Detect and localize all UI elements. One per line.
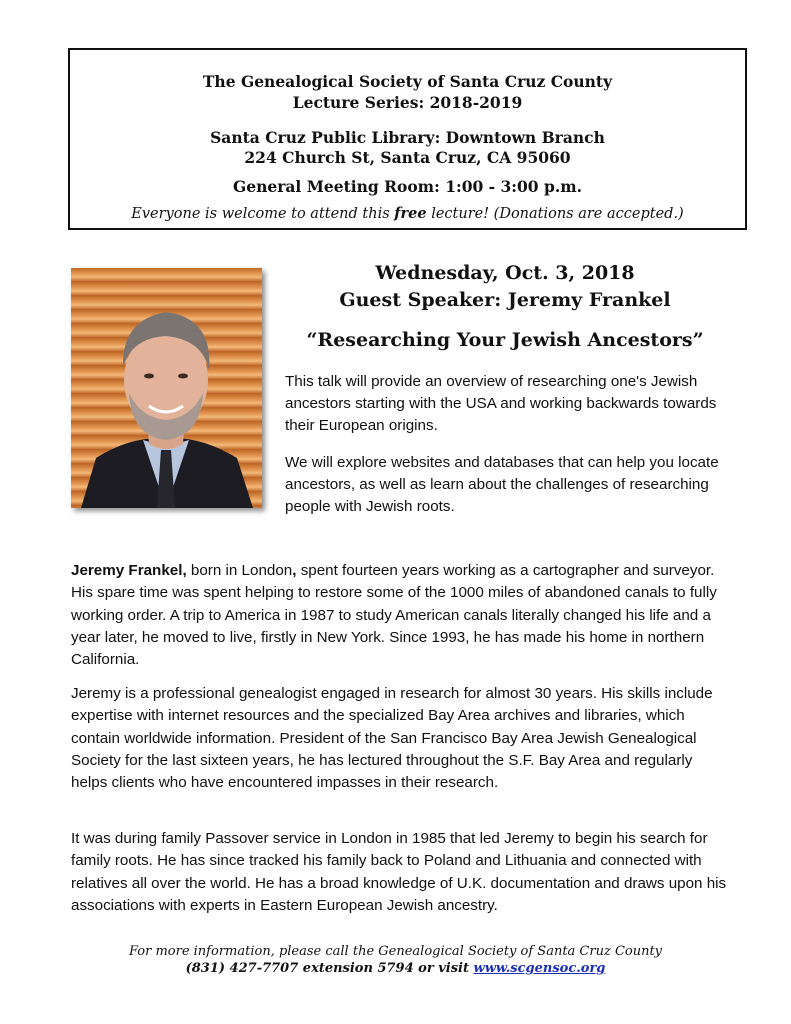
abstract-paragraph-2: We will explore websites and databases that can help you locate ancestors, as well as learn about the challenges of researching people with Jewish roots. [285,454,719,515]
address: 224 Church St, Santa Cruz, CA 95060 [244,148,571,167]
meeting-room-time: General Meeting Room: 1:00 - 3:00 p.m. [232,177,583,196]
welcome-free: free [394,205,427,222]
lecture-title: “Researching Your Jewish Ancestors” [306,329,704,351]
footer-info: For more information, please call the Genealogical Society of Santa Cruz County [128,944,663,959]
bio-p1-b: spent fourteen years working as a cartographer and surveyor. His spare time was spent helping to restore some of the 1000 miles of abandoned canals to fully working order. A trip to America in 1987 to study American canals literally changed his life and a year later, he moved to live, firstly in New York. Since 1993, he has made his home in northern California. [71,562,717,669]
bio-paragraph-3: It was during family Passover service in London in 1985 that led Jeremy to begin his search for family roots. He has since tracked his family back to Poland and Lithuania and connected with relatives all over the world. He has a broad knowledge of U.K. documentation and draws upon his associations with experts in Eastern European Jewish ancestry. [71,830,727,914]
event-date: Wednesday, Oct. 3, 2018 [375,262,635,284]
abstract-paragraph-1: This talk will provide an overview of researching one's Jewish ancestors starting with the USA and working backwards towards their European origins. [285,373,717,434]
series-title: Lecture Series: 2018-2019 [292,93,523,112]
guest-speaker: Guest Speaker: Jeremy Frankel [339,289,671,311]
speaker-name: Jeremy Frankel, [71,562,187,579]
welcome-post: lecture! (Donations are accepted.) [426,206,684,222]
welcome-pre: Everyone is welcome to attend this [131,206,395,222]
website-link[interactable]: www.scgensoc.org [473,961,606,976]
bio-p1-a: born in London [186,562,293,579]
speaker-portrait-illustration [71,268,262,508]
org-name: The Genealogical Society of Santa Cruz County [202,72,613,91]
bio-paragraph-2: Jeremy is a professional genealogist engaged in research for almost 30 years. His skills include expertise with internet resources and the specialized Bay Area archives and libraries, which contain worldwide information. President of the San Francisco Bay Area Jewish Genealogical Society for the last sixteen years, he has lectured throughout the S.F. Bay Area and regularly helps clients who have encountered impasses in their research. [71,685,713,792]
bio-paragraph-1 [71,560,731,671]
header-box [68,48,747,230]
footer-contact [0,960,791,977]
bio-p1-comma: , [292,562,297,579]
speaker-photo [71,268,262,508]
venue: Santa Cruz Public Library: Downtown Branch [210,128,605,147]
footer-phone: (831) 427-7707 extension 5794 or visit [185,961,474,976]
welcome-note [70,205,745,222]
